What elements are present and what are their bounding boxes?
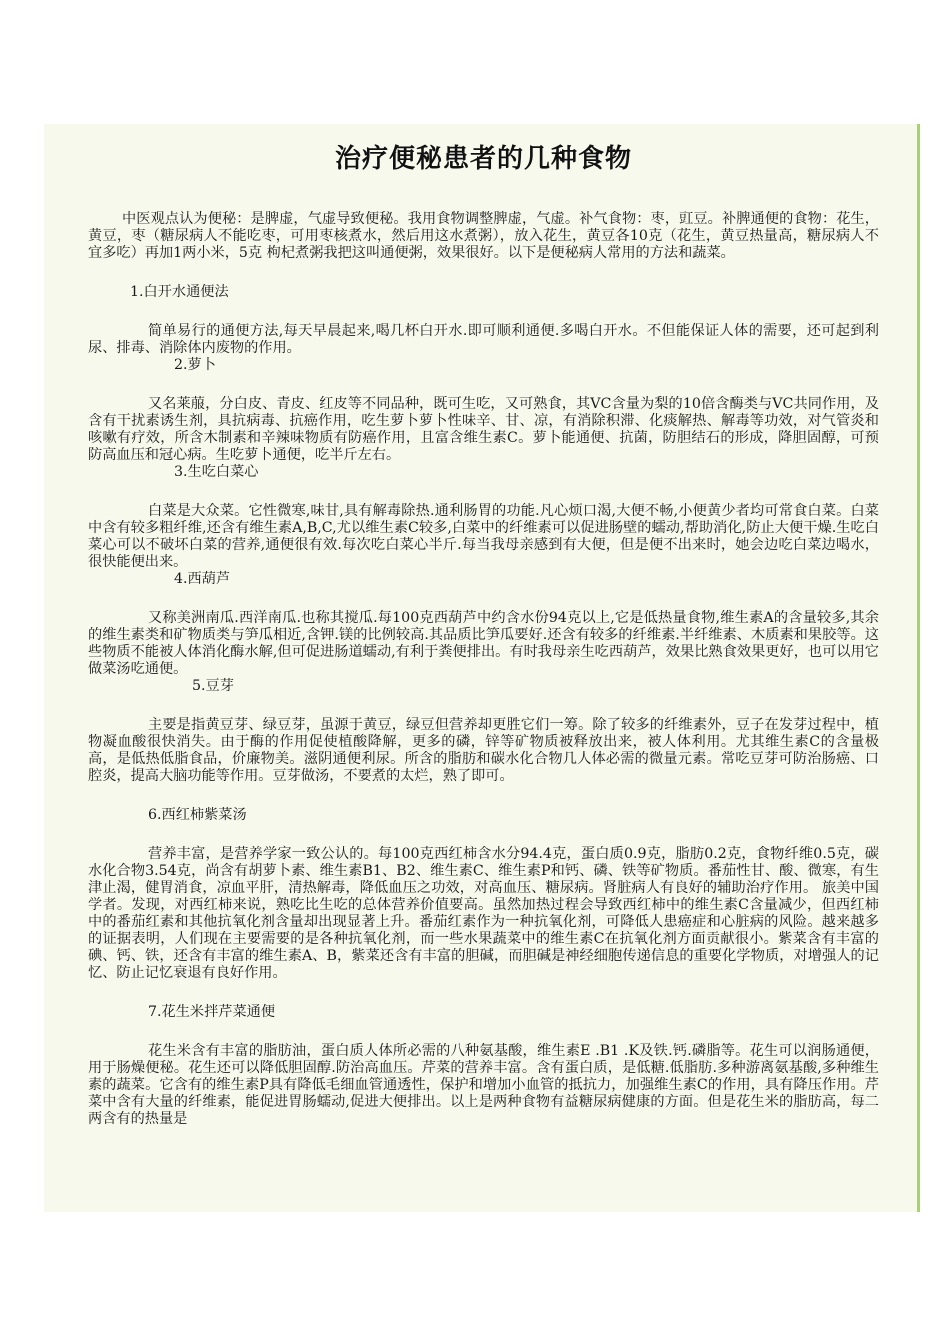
section-text-1: 简单易行的通便方法,每天早晨起来,喝几杯白开水.即可顺利通便.多喝白开水。不但能保证人体的需要，还可起到利尿、排毒、消除体内废物的作用。 <box>88 323 879 356</box>
section-text-6: 营养丰富，是营养学家一致公认的。每100克西红柿含水分94.4克，蛋白质0.9克，脂肪0.2克，食物纤维0.5克，碳水化合物3.54克，尚含有胡萝卜素、维生素B1、B2、维生素C、维生素P和钙、磷、铁等矿物质。番茄性甘、酸、微寒，有生津止渴，健胃消食，凉血平肝，清热解毒，降低血压之功效，对高血压、糖尿病。肾脏病人有良好的辅助治疗作用。 旅美中国学者。发现，对西红柿来说，熟吃比生吃的总体营养价值要高。虽然加热过程会导致西红柿中的维生素C含量减少，但西红柿中的番茄红素和其他抗氧化剂含量却出现显著上升。番茄红素作为一种抗氧化剂，可降低人患癌症和心脏病的风险。越来越多的证据表明，人们现在主要需要的是各种抗氧化剂，而一些水果蔬菜中的维生素C在抗氧化剂方面贡献很小。紫菜含有丰富的碘、钙、铁，还含有丰富的维生素A、B，紫菜还含有丰富的胆碱，而胆碱是神经细胞传递信息的重要化学物质，对增强人的记忆、防止记忆衰退有良好作用。 <box>88 846 879 981</box>
section-text-5: 主要是指黄豆芽、绿豆芽，虽源于黄豆，绿豆但营养却更胜它们一筹。除了较多的纤维素外，豆子在发芽过程中，植物凝血酸很快消失。由于酶的作用促使植酸降解，更多的磷，锌等矿物质被释放出来，被人体利用。尤其维生素C的含量极高，是低热低脂食品，价廉物美。滋阴通便利尿。所含的脂肪和碳水化合物几人体必需的微量元素。常吃豆芽可防治肠癌、口腔炎，提高大脑功能等作用。豆芽做汤，不要煮的太烂，熟了即可。 <box>88 717 879 784</box>
section-text-4: 又称美洲南瓜.西洋南瓜.也称其搅瓜.每100克西葫芦中约含水份94克以上,它是低热量食物,维生素A的含量较多,其余的维生素类和矿物质类与笋瓜相近,含钾.镁的比例较高.其品质比笋瓜要好.还含有较多的纤维素.半纤维素、木质素和果胶等。这些物质不能被人体消化酶水解,但可促进肠道蠕动,有利于粪便排出。有时我母亲生吃西葫芦，效果比熟食效果更好，也可以用它做菜汤吃通便。 <box>88 610 879 677</box>
section-heading-3: 3.生吃白菜心 <box>174 464 259 480</box>
article <box>88 138 879 1128</box>
section-heading-1: 1.白开水通便法 <box>130 284 229 300</box>
section-heading-7: 7.花生米拌芹菜通便 <box>148 1004 276 1020</box>
intro-paragraph: 中医观点认为便秘：是脾虚，气虚导致便秘。我用食物调整脾虚，气虚。补气食物：枣，豇豆。补脾通便的食物：花生，黄豆，枣（糖尿病人不能吃枣，可用枣核煮水，然后用这水煮粥），放入花生，黄豆各10克（花生，黄豆热量高，糖尿病人不宜多吃）再加1两小米，5克 枸杞煮粥我把这叫通便粥，效果很好。以下是便秘病人常用的方法和蔬菜。 <box>88 211 879 261</box>
section-heading-2: 2.萝卜 <box>174 357 216 373</box>
section-text-7: 花生米含有丰富的脂肪油，蛋白质人体所必需的八种氨基酸，维生素E .B1 .K及铁.钙.磷脂等。花生可以润肠通便，用于肠燥便秘。花生还可以降低胆固醇.防治高血压。芹菜的营养丰富。含有蛋白质，是低糖.低脂肪.多种游离氨基酸,多种维生素的蔬菜。它含有的维生素P具有降低毛细血管通透性，保护和增加小血管的抵抗力，加强维生素C的作用，具有降压作用。芹菜中含有大量的纤维素，能促进胃肠蠕动,促进大便排出。以上是两种食物有益糖尿病健康的方面。但是花生米的脂肪高，每二两含有的热量是 <box>88 1043 879 1127</box>
section-heading-5: 5.豆芽 <box>192 678 234 694</box>
section-text-2: 又名莱菔，分白皮、青皮、红皮等不同品种，既可生吃，又可熟食，其VC含量为梨的10倍含酶类与VC共同作用，及含有干扰素诱生剂，具抗病毒、抗癌作用，吃生萝卜萝卜性味辛、甘、凉，有消除积滞、化痰解热、解毒等功效，对气管炎和咳嗽有疗效，所含木制素和辛辣味物质有防癌作用，且富含维生素C。萝卜能通便、抗菌，防胆结石的形成，降胆固醇，可预防高血压和冠心病。生吃萝卜通便，吃半斤左右。 <box>88 396 879 463</box>
section-text-3: 白菜是大众菜。它性微寒,味甘,具有解毒除热.通利肠胃的功能.凡心烦口渴,大便不畅,小便黄少者均可常食白菜。白菜中含有较多粗纤维,还含有维生素A,B,C,尤以维生素C较多,白菜中的纤维素可以促进肠壁的蠕动,帮助消化,防止大便干燥.生吃白菜心可以不破坏白菜的营养,通便很有效.每次吃白菜心半斤.每当我母亲感到有大便，但是便不出来时，她会边吃白菜边喝水，很快能便出来。 <box>88 503 879 570</box>
page-title: 治疗便秘患者的几种食物 <box>334 144 632 174</box>
section-heading-6: 6.西红柿紫菜汤 <box>148 807 247 823</box>
section-heading-4: 4.西葫芦 <box>174 571 231 587</box>
